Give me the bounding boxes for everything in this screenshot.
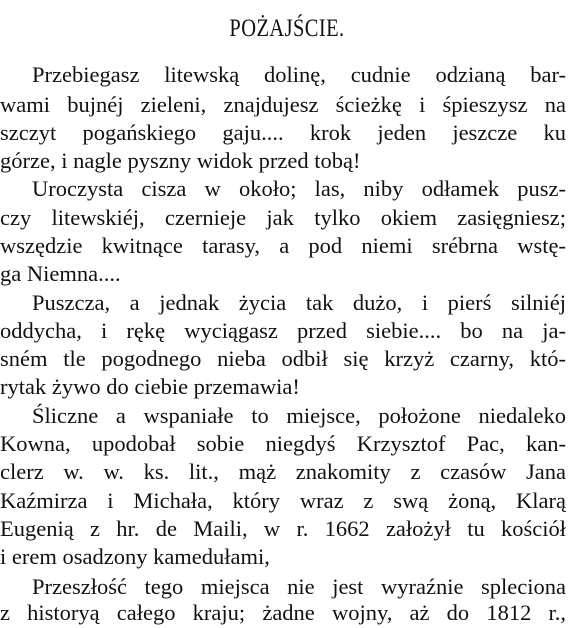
text-line: clerz w. w. ks. lit., mąż znakomity z czasów Jana: [0, 459, 566, 484]
text-line: szczyt pogańskiego gaju.... krok jeden jeszcze ku: [0, 120, 566, 145]
text-line: ga Niemna....: [0, 261, 121, 286]
page-title: POŻAJŚCIE.: [229, 15, 345, 42]
text-line: i erem osadzony kamedułami,: [0, 544, 270, 569]
text-line: górze, i nagle pyszny widok przed tobą!: [0, 148, 361, 173]
text-line: wszędzie kwitnące tarasy, a pod niemi srébrna wstę-: [0, 233, 566, 258]
text-line: z historyą całego kraju; żadne wojny, aż do 1812 r.,: [0, 600, 566, 625]
text-line: sném tle pogodnego nieba odbił się krzyż czarny, któ-: [0, 346, 566, 371]
text-line: Eugenią z hr. de Maili, w r. 1662 założył tu kościół: [0, 516, 566, 541]
text-line: Puszcza, a jednak życia tak dużo, i pierś silniéj: [32, 290, 566, 315]
text-line: czy litewskiéj, czernieje jak tylko okiem zasięgniesz;: [0, 205, 566, 230]
text-line: Przebiegasz litewską dolinę, cudnie odzianą bar-: [32, 62, 566, 87]
text-line: Przeszłość tego miejsca nie jest wyraźnie spleciona: [32, 574, 566, 599]
text-line: wami bujnéj zieleni, znajdujesz ścieżkę i śpieszysz na: [0, 92, 566, 117]
text-line: oddycha, i rękę wyciągasz przed siebie.... bo na ja-: [0, 318, 566, 343]
text-line: Uroczysta cisza w około; las, niby odłamek pusz-: [32, 176, 566, 201]
text-line: rytak żywo do ciebie przemawia!: [0, 374, 300, 399]
text-line: Kowna, upodobał sobie niegdyś Krzysztof Pac, kan-: [0, 431, 566, 456]
text-line: Śliczne a wspaniałe to miejsce, położone niedaleko: [32, 403, 566, 428]
text-line: Kaźmirza i Michała, który wraz z swą żoną, Klarą: [0, 488, 566, 513]
